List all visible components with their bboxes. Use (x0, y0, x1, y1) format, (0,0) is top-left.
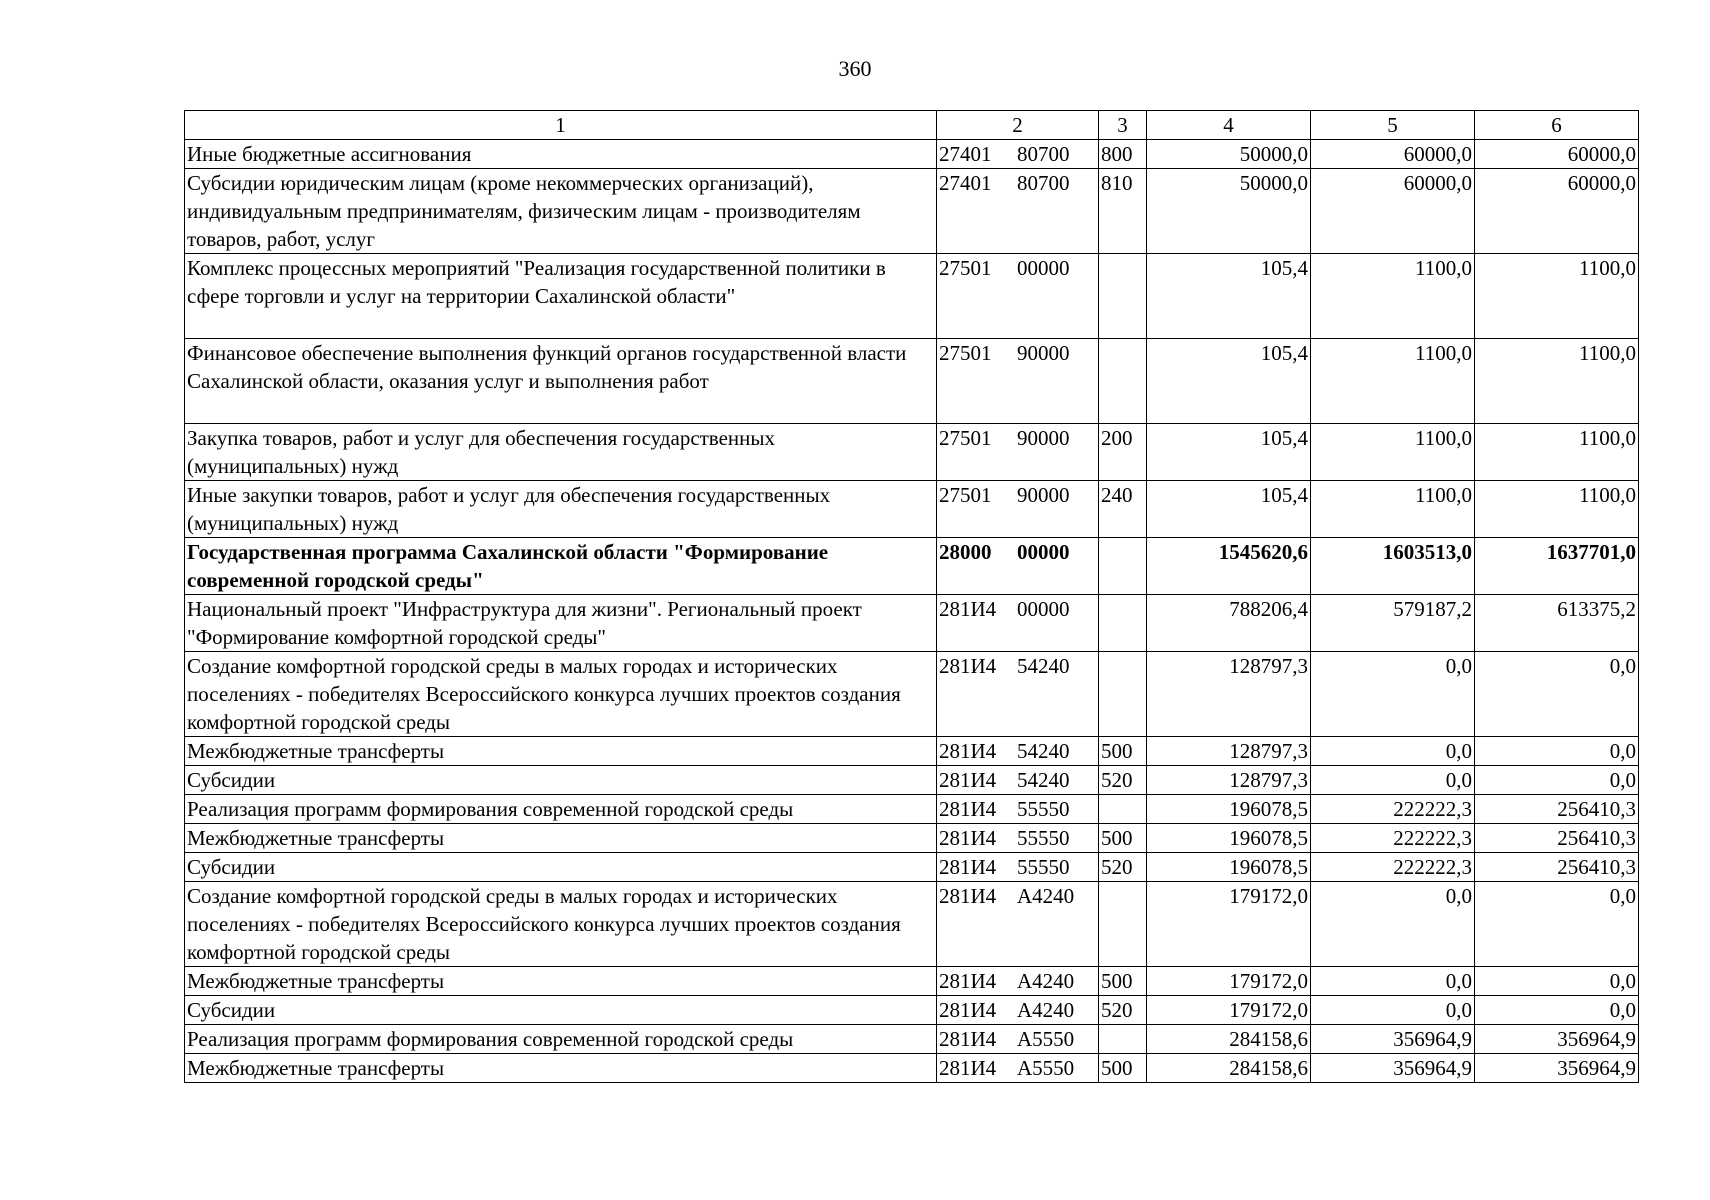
row-expense-type: 500 (1099, 824, 1147, 853)
table-row (185, 737, 1639, 766)
column-header: 5 (1311, 111, 1475, 140)
table-row (185, 853, 1639, 882)
column-header: 4 (1147, 111, 1311, 140)
row-code (937, 254, 1099, 339)
code-part-direction: 54240 (1017, 739, 1070, 763)
code-part-program: 281И4 (939, 998, 997, 1022)
row-expense-type: 520 (1099, 853, 1147, 882)
row-amount-v6: 60000,0 (1475, 169, 1639, 254)
row-code (937, 824, 1099, 853)
row-expense-type (1099, 882, 1147, 967)
row-expense-type (1099, 795, 1147, 824)
code-part-direction: 55550 (1017, 855, 1070, 879)
row-expense-type: 520 (1099, 766, 1147, 795)
row-expense-type (1099, 652, 1147, 737)
table-row (185, 481, 1639, 538)
row-amount-v4: 128797,3 (1147, 766, 1311, 795)
column-header: 2 (937, 111, 1099, 140)
row-amount-v6: 1100,0 (1475, 424, 1639, 481)
row-name: Национальный проект "Инфраструктура для жизни". Региональный проект "Формирование комфортной городской среды" (185, 595, 937, 652)
row-code (937, 766, 1099, 795)
code-part-direction: 80700 (1017, 142, 1070, 166)
row-amount-v5: 60000,0 (1311, 140, 1475, 169)
row-amount-v6: 1100,0 (1475, 339, 1639, 424)
row-amount-v4: 284158,6 (1147, 1025, 1311, 1054)
code-part-program: 27501 (939, 256, 992, 280)
row-amount-v5: 1100,0 (1311, 339, 1475, 424)
row-amount-v6: 0,0 (1475, 737, 1639, 766)
code-part-direction: А4240 (1017, 998, 1075, 1022)
row-name: Иные бюджетные ассигнования (185, 140, 937, 169)
row-name: Межбюджетные трансферты (185, 824, 937, 853)
row-amount-v6: 356964,9 (1475, 1025, 1639, 1054)
row-amount-v5: 0,0 (1311, 967, 1475, 996)
row-name: Субсидии юридическим лицам (кроме некоммерческих организаций), индивидуальным предпринимателям, физическим лицам - производителям товаров, работ, услуг (185, 169, 937, 254)
table-row (185, 996, 1639, 1025)
row-amount-v6: 1100,0 (1475, 481, 1639, 538)
code-part-program: 28000 (939, 540, 992, 564)
table-row (185, 254, 1639, 339)
page-number: 360 (838, 56, 872, 81)
table-row (185, 538, 1639, 595)
code-part-program: 281И4 (939, 1056, 997, 1080)
row-amount-v5: 0,0 (1311, 882, 1475, 967)
row-amount-v5: 579187,2 (1311, 595, 1475, 652)
row-amount-v5: 1100,0 (1311, 254, 1475, 339)
row-name: Реализация программ формирования современной городской среды (185, 795, 937, 824)
row-name: Субсидии (185, 766, 937, 795)
row-expense-type: 520 (1099, 996, 1147, 1025)
code-part-program: 281И4 (939, 797, 997, 821)
row-amount-v4: 179172,0 (1147, 882, 1311, 967)
table-body (185, 140, 1639, 1083)
table-row (185, 824, 1639, 853)
code-part-direction: 00000 (1017, 256, 1070, 280)
row-amount-v6: 60000,0 (1475, 140, 1639, 169)
row-expense-type (1099, 595, 1147, 652)
row-amount-v5: 60000,0 (1311, 169, 1475, 254)
table-row (185, 967, 1639, 996)
row-amount-v4: 128797,3 (1147, 737, 1311, 766)
row-amount-v5: 0,0 (1311, 737, 1475, 766)
row-amount-v4: 196078,5 (1147, 795, 1311, 824)
row-expense-type: 810 (1099, 169, 1147, 254)
table-row (185, 339, 1639, 424)
code-part-direction: 55550 (1017, 797, 1070, 821)
row-name: Субсидии (185, 853, 937, 882)
row-amount-v6: 0,0 (1475, 882, 1639, 967)
code-part-direction: 54240 (1017, 654, 1070, 678)
code-part-direction: 90000 (1017, 426, 1070, 450)
row-code (937, 853, 1099, 882)
row-amount-v5: 222222,3 (1311, 824, 1475, 853)
row-code (937, 481, 1099, 538)
row-amount-v5: 1100,0 (1311, 481, 1475, 538)
code-part-program: 281И4 (939, 739, 997, 763)
column-header: 3 (1099, 111, 1147, 140)
row-name: Закупка товаров, работ и услуг для обеспечения государственных (муниципальных) нужд (185, 424, 937, 481)
code-part-program: 27501 (939, 483, 992, 507)
row-amount-v5: 222222,3 (1311, 795, 1475, 824)
row-expense-type (1099, 538, 1147, 595)
code-part-direction: 54240 (1017, 768, 1070, 792)
row-amount-v4: 105,4 (1147, 481, 1311, 538)
table-row (185, 169, 1639, 254)
row-amount-v5: 1603513,0 (1311, 538, 1475, 595)
code-part-program: 281И4 (939, 597, 997, 621)
row-code (937, 140, 1099, 169)
table-row (185, 1054, 1639, 1083)
row-amount-v5: 222222,3 (1311, 853, 1475, 882)
row-name: Создание комфортной городской среды в малых городах и исторических поселениях - победителях Всероссийского конкурса лучших проектов создания комфортной городской среды (185, 652, 937, 737)
row-code (937, 1025, 1099, 1054)
code-part-program: 27401 (939, 171, 992, 195)
code-part-direction: 90000 (1017, 341, 1070, 365)
code-part-direction: А4240 (1017, 884, 1075, 908)
table-row (185, 1025, 1639, 1054)
code-part-program: 281И4 (939, 855, 997, 879)
row-code (937, 652, 1099, 737)
row-amount-v4: 196078,5 (1147, 853, 1311, 882)
row-expense-type: 240 (1099, 481, 1147, 538)
column-header: 6 (1475, 111, 1639, 140)
row-amount-v6: 1637701,0 (1475, 538, 1639, 595)
row-amount-v6: 0,0 (1475, 996, 1639, 1025)
table-row (185, 795, 1639, 824)
row-name: Иные закупки товаров, работ и услуг для обеспечения государственных (муниципальных) нужд (185, 481, 937, 538)
row-amount-v4: 196078,5 (1147, 824, 1311, 853)
row-amount-v5: 0,0 (1311, 766, 1475, 795)
row-amount-v6: 0,0 (1475, 967, 1639, 996)
row-amount-v4: 788206,4 (1147, 595, 1311, 652)
row-code (937, 737, 1099, 766)
row-amount-v4: 50000,0 (1147, 169, 1311, 254)
row-amount-v5: 356964,9 (1311, 1025, 1475, 1054)
row-name: Межбюджетные трансферты (185, 1054, 937, 1083)
code-part-program: 27501 (939, 341, 992, 365)
row-name: Создание комфортной городской среды в малых городах и исторических поселениях - победителях Всероссийского конкурса лучших проектов создания комфортной городской среды (185, 882, 937, 967)
row-expense-type: 500 (1099, 1054, 1147, 1083)
row-code (937, 169, 1099, 254)
row-name: Реализация программ формирования современной городской среды (185, 1025, 937, 1054)
row-name: Государственная программа Сахалинской области "Формирование современной городской среды" (185, 538, 937, 595)
row-amount-v6: 613375,2 (1475, 595, 1639, 652)
code-part-direction: 00000 (1017, 540, 1070, 564)
code-part-program: 27401 (939, 142, 992, 166)
code-part-program: 27501 (939, 426, 992, 450)
row-name: Финансовое обеспечение выполнения функций органов государственной власти Сахалинской области, оказания услуг и выполнения работ (185, 339, 937, 424)
row-amount-v6: 256410,3 (1475, 824, 1639, 853)
row-code (937, 967, 1099, 996)
code-part-direction: А5550 (1017, 1027, 1075, 1051)
row-amount-v5: 0,0 (1311, 652, 1475, 737)
row-amount-v5: 1100,0 (1311, 424, 1475, 481)
table-row (185, 882, 1639, 967)
code-part-program: 281И4 (939, 969, 997, 993)
code-part-program: 281И4 (939, 884, 997, 908)
row-expense-type: 500 (1099, 737, 1147, 766)
row-expense-type: 200 (1099, 424, 1147, 481)
row-expense-type (1099, 339, 1147, 424)
code-part-direction: А5550 (1017, 1056, 1075, 1080)
table-row (185, 652, 1639, 737)
row-amount-v6: 0,0 (1475, 652, 1639, 737)
code-part-direction: 55550 (1017, 826, 1070, 850)
row-amount-v6: 256410,3 (1475, 853, 1639, 882)
code-part-program: 281И4 (939, 826, 997, 850)
table-row (185, 424, 1639, 481)
row-code (937, 424, 1099, 481)
row-name: Межбюджетные трансферты (185, 737, 937, 766)
header-row (185, 111, 1639, 140)
column-header: 1 (185, 111, 937, 140)
row-amount-v4: 105,4 (1147, 424, 1311, 481)
row-amount-v6: 1100,0 (1475, 254, 1639, 339)
row-amount-v5: 356964,9 (1311, 1054, 1475, 1083)
row-code (937, 339, 1099, 424)
row-expense-type (1099, 1025, 1147, 1054)
row-amount-v4: 105,4 (1147, 254, 1311, 339)
row-code (937, 996, 1099, 1025)
row-code (937, 595, 1099, 652)
row-expense-type (1099, 254, 1147, 339)
table-row (185, 766, 1639, 795)
code-part-direction: 80700 (1017, 171, 1070, 195)
code-part-direction: 90000 (1017, 483, 1070, 507)
row-amount-v6: 0,0 (1475, 766, 1639, 795)
code-part-direction: 00000 (1017, 597, 1070, 621)
row-code (937, 882, 1099, 967)
row-name: Межбюджетные трансферты (185, 967, 937, 996)
budget-table (184, 110, 1639, 1083)
table-row (185, 595, 1639, 652)
row-amount-v4: 50000,0 (1147, 140, 1311, 169)
code-part-direction: А4240 (1017, 969, 1075, 993)
row-code (937, 538, 1099, 595)
row-amount-v4: 1545620,6 (1147, 538, 1311, 595)
row-code (937, 795, 1099, 824)
row-amount-v6: 256410,3 (1475, 795, 1639, 824)
row-amount-v6: 356964,9 (1475, 1054, 1639, 1083)
row-amount-v5: 0,0 (1311, 996, 1475, 1025)
table-row (185, 140, 1639, 169)
row-amount-v4: 284158,6 (1147, 1054, 1311, 1083)
code-part-program: 281И4 (939, 654, 997, 678)
row-expense-type: 800 (1099, 140, 1147, 169)
row-amount-v4: 179172,0 (1147, 967, 1311, 996)
row-expense-type: 500 (1099, 967, 1147, 996)
row-name: Субсидии (185, 996, 937, 1025)
row-code (937, 1054, 1099, 1083)
code-part-program: 281И4 (939, 768, 997, 792)
code-part-program: 281И4 (939, 1027, 997, 1051)
row-amount-v4: 128797,3 (1147, 652, 1311, 737)
row-amount-v4: 179172,0 (1147, 996, 1311, 1025)
row-amount-v4: 105,4 (1147, 339, 1311, 424)
row-name: Комплекс процессных мероприятий "Реализация государственной политики в сфере торговли и услуг на территории Сахалинской области" (185, 254, 937, 339)
